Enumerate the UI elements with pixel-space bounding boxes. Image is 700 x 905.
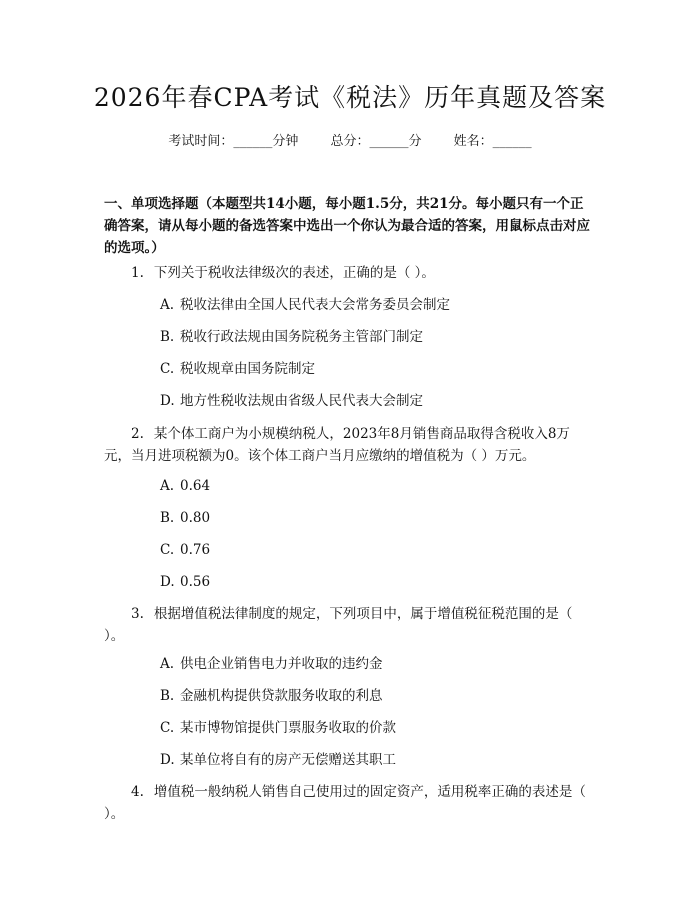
exam-time-field: 考试时间：______分钟 — [168, 134, 299, 149]
option-letter: C. — [160, 720, 175, 736]
option-3a[interactable] — [160, 654, 590, 674]
question-1 — [104, 262, 596, 284]
option-letter: C. — [160, 361, 175, 377]
option-text: 地方性税收法规由省级人民代表大会制定 — [180, 393, 423, 409]
option-text: 税收规章由国务院制定 — [180, 361, 315, 377]
option-text: 税收法律由全国人民代表大会常务委员会制定 — [180, 297, 450, 313]
section-heading: 一、单项选择题（本题型共14小题，每小题1.5分，共21分。每小题只有一个正确答案，请从每小题的备选答案中选出一个你认为最合适的答案，用鼠标点击对应的选项。） — [104, 196, 590, 256]
exam-meta — [0, 133, 700, 151]
option-text: 0.56 — [180, 574, 211, 590]
option-2c[interactable] — [160, 540, 590, 560]
option-3c[interactable] — [160, 718, 590, 738]
question-text: 某个体工商户为小规模纳税人，2023年8月销售商品取得含税收入8万元，当月进项税额为0。该个体工商户当月应缴纳的增值税为（ ）万元。 — [104, 426, 570, 464]
option-letter: D. — [160, 752, 175, 768]
option-1b[interactable] — [160, 327, 590, 347]
option-text: 税收行政法规由国务院税务主管部门制定 — [180, 329, 423, 345]
option-letter: B. — [160, 688, 175, 704]
question-number: 3. — [131, 606, 144, 622]
option-2b[interactable] — [160, 508, 590, 528]
question-4 — [104, 781, 596, 825]
option-text: 供电企业销售电力并收取的违约金 — [180, 656, 383, 672]
option-letter: D. — [160, 574, 175, 590]
option-letter: A. — [160, 297, 175, 313]
option-letter: D. — [160, 393, 175, 409]
option-letter: A. — [160, 656, 175, 672]
option-text: 某市博物馆提供门票服务收取的价款 — [180, 720, 396, 736]
option-text: 0.64 — [180, 478, 211, 494]
option-1c[interactable] — [160, 359, 590, 379]
question-number: 2. — [131, 426, 144, 442]
question-number: 1. — [131, 265, 144, 281]
option-2a[interactable] — [160, 476, 590, 496]
total-score-field: 总分：______分 — [330, 134, 422, 149]
option-1a[interactable] — [160, 295, 590, 315]
option-letter: C. — [160, 542, 175, 558]
question-text: 增值税一般纳税人销售自己使用过的固定资产，适用税率正确的表述是（ ）。 — [104, 784, 586, 822]
option-letter: B. — [160, 329, 175, 345]
option-text: 0.80 — [180, 510, 211, 526]
question-text: 根据增值税法律制度的规定，下列项目中，属于增值税征税范围的是（ ）。 — [104, 606, 573, 644]
option-text: 金融机构提供贷款服务收取的利息 — [180, 688, 383, 704]
option-text: 0.76 — [180, 542, 211, 558]
option-3b[interactable] — [160, 686, 590, 706]
question-number: 4. — [131, 784, 144, 800]
name-field: 姓名：______ — [453, 134, 532, 149]
option-text: 某单位将自有的房产无偿赠送其职工 — [180, 752, 396, 768]
option-letter: B. — [160, 510, 175, 526]
question-2 — [104, 423, 596, 467]
question-3 — [104, 603, 596, 647]
page-title: 2026年春CPA考试《税法》历年真题及答案 — [93, 83, 607, 112]
question-text: 下列关于税收法律级次的表述，正确的是（ ）。 — [153, 265, 435, 281]
option-3d[interactable] — [160, 750, 590, 770]
option-2d[interactable] — [160, 572, 590, 592]
option-letter: A. — [160, 478, 175, 494]
option-1d[interactable] — [160, 391, 590, 411]
